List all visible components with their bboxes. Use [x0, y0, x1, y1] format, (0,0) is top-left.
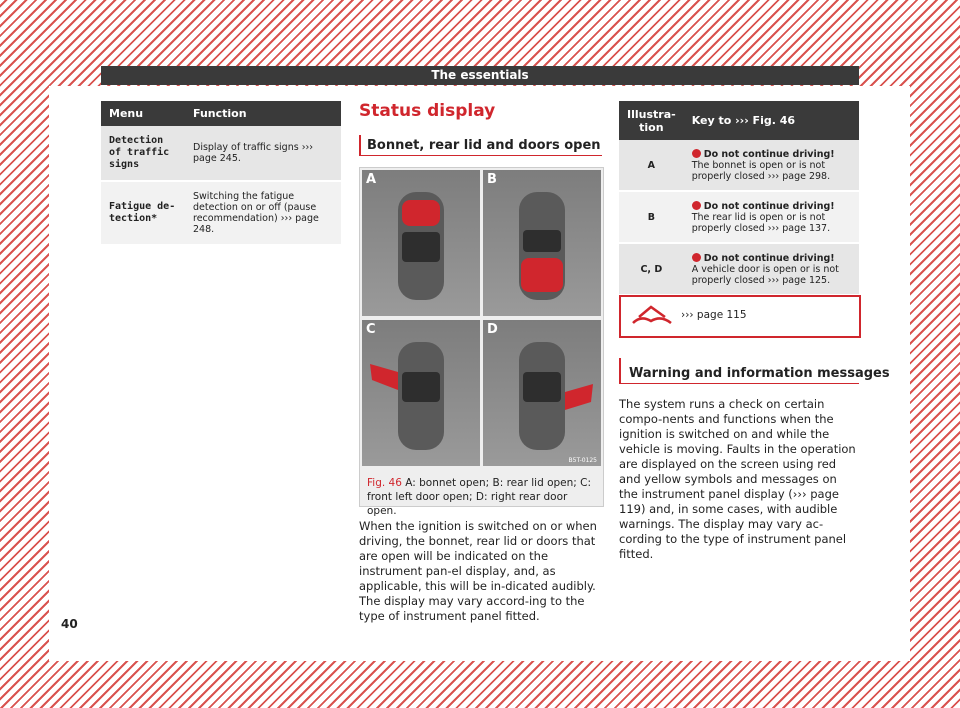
warning-title: Warning and information messages [629, 366, 890, 381]
status-title: Status display [359, 101, 496, 121]
table-row [619, 191, 859, 243]
figure-code: B5T-0125 [568, 457, 597, 464]
subtitle-marker [359, 135, 361, 156]
illus-cell: A [619, 140, 684, 191]
quad-d [483, 320, 601, 466]
table-row [619, 243, 859, 295]
quad-label: D [487, 322, 498, 337]
caption-text: A: bonnet open; B: rear lid open; C: front left door open; D: right rear door open. [367, 477, 592, 517]
warning-dot-icon [692, 201, 701, 210]
key-cell [684, 243, 859, 295]
illus-cell: C, D [619, 243, 684, 295]
menu-table [101, 101, 341, 246]
menu-header: Menu [101, 101, 185, 126]
fig-label: Fig. 46 [367, 477, 402, 489]
quad-label: A [366, 172, 377, 187]
warning-body: The system runs a check on certain compo-nents and functions when the ignition is switched on and while the vehicle is moving. Faults in the operation are displayed on the screen using red and yellow symbols and messages on the instrument panel display (››› page 119) and, in some cases, with audible warnings. The display may vary ac-cording to the type of instrument panel fitted. [619, 397, 856, 561]
figure-46 [359, 167, 604, 507]
quad-b [483, 170, 601, 316]
subtitle-rule [359, 155, 602, 156]
warning-rule [619, 383, 859, 384]
quad-label: C [366, 322, 376, 337]
warning-dot-icon [692, 149, 701, 158]
key-title: Do not continue driving! [703, 252, 835, 264]
warning-dot-icon [692, 253, 701, 262]
key-title: Do not continue driving! [703, 200, 835, 212]
function-cell: Display of traffic signs ››› page 245. [185, 126, 341, 181]
key-text: The bonnet is open or is not properly closed ››› page 298. [691, 159, 831, 182]
illus-cell: B [619, 191, 684, 243]
illus-header: Illustra-tion [619, 101, 684, 140]
key-cell [684, 191, 859, 243]
menu-cell: Fatigue de-tection* [101, 181, 185, 245]
menu-cell: Detection of traffic signs [101, 126, 185, 181]
table-row [101, 181, 341, 245]
status-body: When the ignition is switched on or when driving, the bonnet, rear lid or doors that are open will be indicated on the instrument pan-el display, and, as applicable, this will be in-dicated audibly. The display may vary accord-ing to the type of instrument panel fitted. [359, 519, 597, 623]
quad-c [362, 320, 480, 466]
quad-label: B [487, 172, 497, 187]
page-number: 40 [61, 617, 78, 631]
table-row [101, 126, 341, 181]
car-front-left-door-open-image [362, 320, 480, 466]
car-right-rear-door-open-image [483, 320, 601, 466]
status-subtitle: Bonnet, rear lid and doors open [367, 138, 601, 153]
key-table [619, 101, 859, 296]
function-cell: Switching the fatigue detection on or off (pause recommendation) ››› page 248. [185, 181, 341, 245]
key-text: A vehicle door is open or is not properly closed ››› page 125. [691, 263, 839, 286]
function-header: Function [185, 101, 341, 126]
key-header: Key to ››› Fig. 46 [684, 101, 859, 140]
table-row [619, 140, 859, 191]
car-rear-lid-open-image [483, 170, 601, 316]
quad-a [362, 170, 480, 316]
reference-box [619, 295, 861, 338]
key-cell [684, 140, 859, 191]
reference-text: ››› page 115 [681, 309, 747, 321]
warning-marker [619, 358, 621, 383]
key-text: The rear lid is open or is not properly closed ››› page 137. [691, 211, 831, 234]
key-title: Do not continue driving! [703, 148, 835, 160]
book-wrench-icon [631, 303, 675, 329]
figure-caption [367, 476, 599, 518]
car-bonnet-open-image [362, 170, 480, 316]
page-header: The essentials [101, 66, 859, 85]
